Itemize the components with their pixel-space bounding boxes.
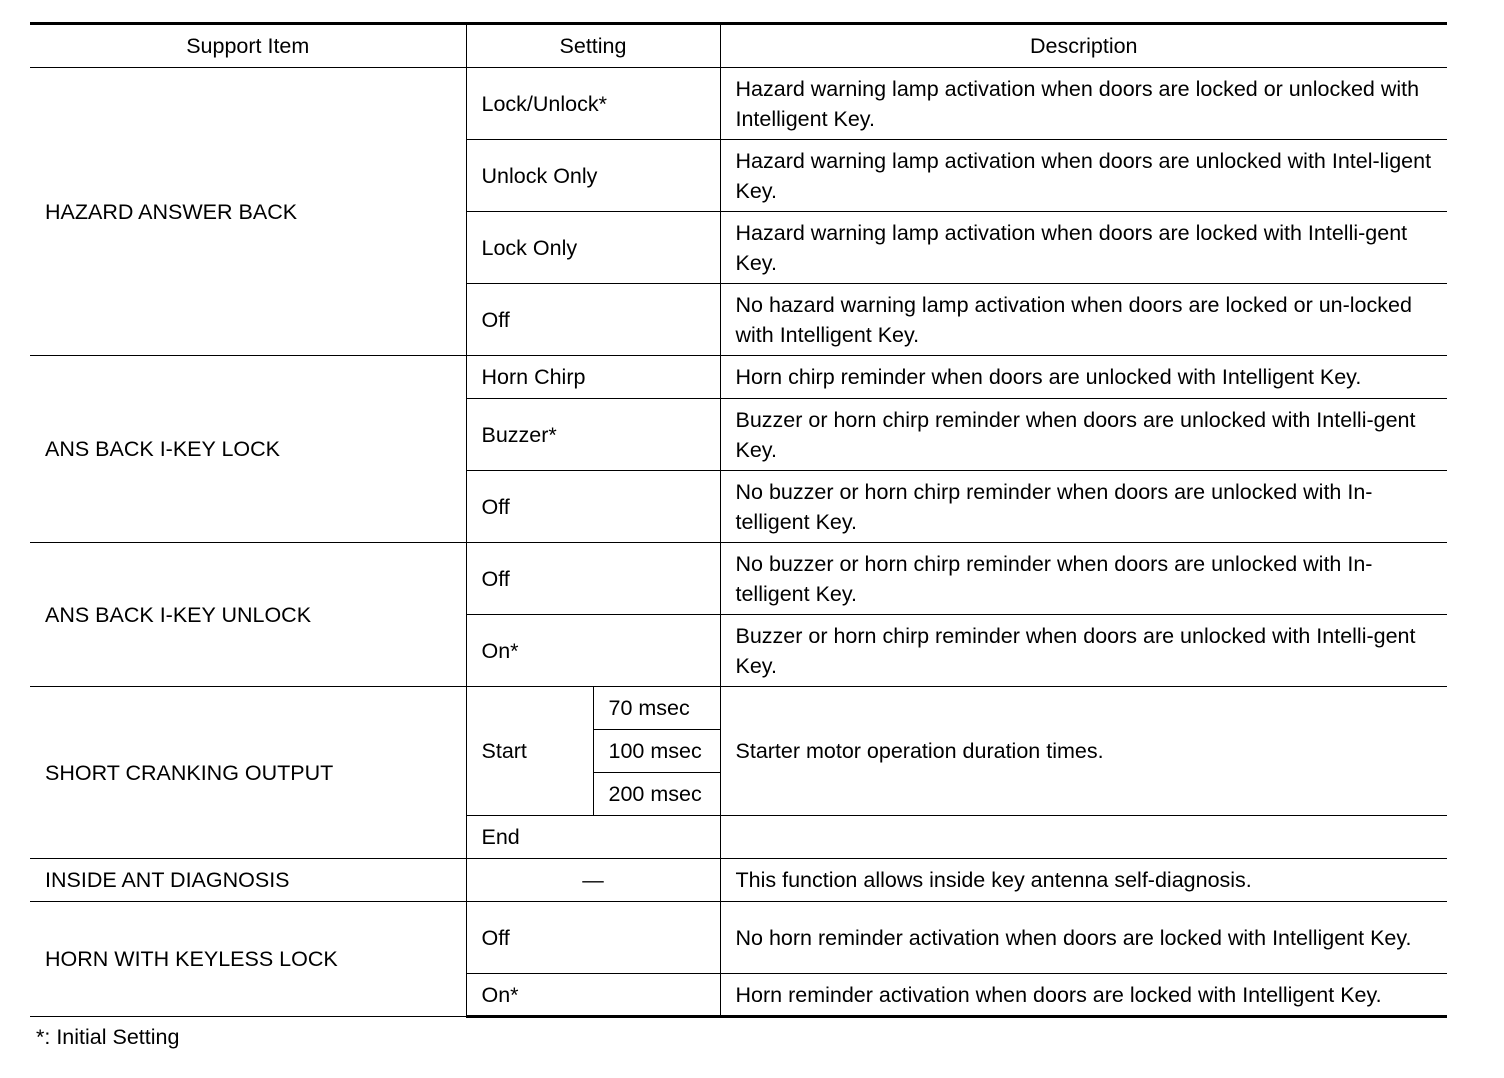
description-cell: Horn chirp reminder when doors are unlocked with Intelligent Key. [720,356,1447,399]
setting-cell: Unlock Only [466,140,720,212]
support-item-cell: HAZARD ANSWER BACK [30,68,466,356]
description-cell [720,816,1447,859]
description-cell: Hazard warning lamp activation when doors are locked with Intelli-gent Key. [720,212,1447,284]
description-cell: Horn reminder activation when doors are locked with Intelligent Key. [720,974,1447,1017]
support-item-cell: ANS BACK I-KEY UNLOCK [30,543,466,687]
table-row [30,543,1447,615]
support-item-cell: HORN WITH KEYLESS LOCK [30,902,466,1017]
support-item-cell: ANS BACK I-KEY LOCK [30,356,466,543]
sub-setting-cell: 100 msec [593,730,720,773]
support-item-cell: SHORT CRANKING OUTPUT [30,687,466,859]
footnote-initial-setting: *: Initial Setting [36,1025,180,1049]
header-support-item: Support Item [30,24,466,68]
setting-cell: Horn Chirp [466,356,720,399]
table-row [30,859,1447,902]
setting-cell: On* [466,615,720,687]
setting-cell: — [466,859,720,902]
sub-setting-cell: 70 msec [593,687,720,730]
description-cell: Hazard warning lamp activation when doors are unlocked with Intel-ligent Key. [720,140,1447,212]
table-row [30,902,1447,974]
setting-cell: Lock Only [466,212,720,284]
header-description: Description [720,24,1447,68]
description-cell: This function allows inside key antenna self-diagnosis. [720,859,1447,902]
description-cell: Buzzer or horn chirp reminder when doors are unlocked with Intelli-gent Key. [720,399,1447,471]
description-cell: Buzzer or horn chirp reminder when doors are unlocked with Intelli-gent Key. [720,615,1447,687]
setting-cell: Off [466,284,720,356]
description-cell: Hazard warning lamp activation when doors are locked or unlocked with Intelligent Key. [720,68,1447,140]
table-row [30,687,1447,730]
setting-cell: Lock/Unlock* [466,68,720,140]
table-row [30,68,1447,140]
setting-cell-start: Start [466,687,593,816]
setting-cell: On* [466,974,720,1017]
setting-cell-end: End [466,816,720,859]
header-setting: Setting [466,24,720,68]
sub-setting-cell: 200 msec [593,773,720,816]
setting-cell: Off [466,543,720,615]
description-cell: Starter motor operation duration times. [720,687,1447,816]
support-item-cell: INSIDE ANT DIAGNOSIS [30,859,466,902]
description-cell: No hazard warning lamp activation when doors are locked or un-locked with Intelligent Key. [720,284,1447,356]
setting-cell: Off [466,471,720,543]
description-cell: No horn reminder activation when doors are locked with Intelligent Key. [720,902,1447,974]
setting-cell: Off [466,902,720,974]
table-row [30,356,1447,399]
support-item-table [30,22,1447,1018]
setting-cell: Buzzer* [466,399,720,471]
description-cell: No buzzer or horn chirp reminder when doors are unlocked with In-telligent Key. [720,543,1447,615]
description-cell: No buzzer or horn chirp reminder when doors are unlocked with In-telligent Key. [720,471,1447,543]
header-row [30,24,1447,68]
